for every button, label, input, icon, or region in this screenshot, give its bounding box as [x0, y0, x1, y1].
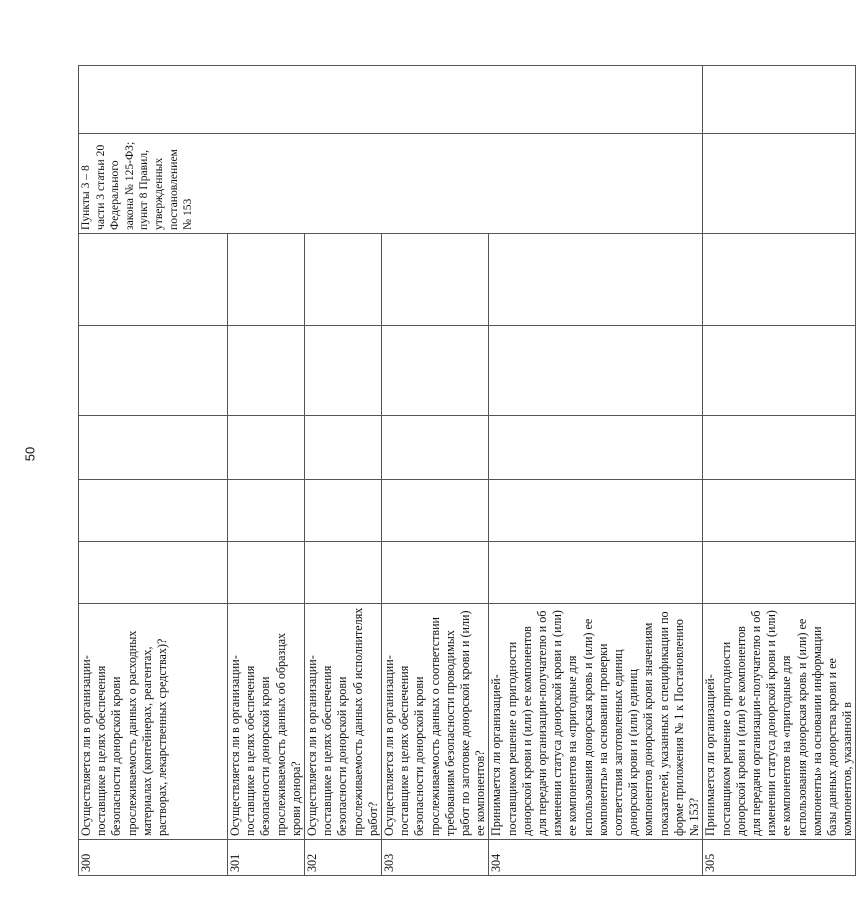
row-number: 302 — [305, 840, 382, 876]
answer-cell — [382, 416, 489, 480]
answer-cell — [703, 234, 856, 326]
row-number: 305 — [703, 840, 856, 876]
answer-cell — [489, 416, 703, 480]
answer-cell — [703, 326, 856, 416]
checklist-table — [78, 65, 856, 876]
answer-cell — [489, 480, 703, 542]
answer-cell — [79, 542, 228, 604]
answer-cell — [382, 326, 489, 416]
answer-cell — [305, 234, 382, 326]
row-question: Осуществляется ли в организации-поставщике в целях обеспечения безопасности донорской крови прослеживаемость данных об исполнителях работ? — [305, 604, 382, 840]
answer-cell — [228, 416, 305, 480]
answer-cell — [382, 542, 489, 604]
answer-cell — [305, 416, 382, 480]
row-number: 300 — [79, 840, 228, 876]
row-number: 303 — [382, 840, 489, 876]
notes-cell — [703, 66, 856, 134]
answer-cell — [703, 542, 856, 604]
answer-cell — [489, 542, 703, 604]
answer-cell — [79, 416, 228, 480]
answer-cell — [489, 234, 703, 326]
row-question: Осуществляется ли в организации-поставщике в целях обеспечения безопасности донорской крови прослеживаемость данных о соответствии требованиям безопасности проводимых работ по заготовке донорской крови и (или) ее компонентов? — [382, 604, 489, 840]
answer-cell — [305, 542, 382, 604]
answer-cell — [79, 326, 228, 416]
answer-cell — [228, 326, 305, 416]
row-number: 301 — [228, 840, 305, 876]
row-question: Принимается ли организацией-поставщиком решение о пригодности донорской крови и (или) ее компонентов для передачи организации-получателю и об изменении статуса донорской крови и (или) ее компонентов на «пригодные для использования донорская кровь и (или) ее компоненты» на основании проверки соответствия заготовленных единиц донорской крови и (или) единиц компонентов донорской крови значениям показателей, указанных в спецификации по форме приложения № 1 к Постановлению № 153? — [489, 604, 703, 840]
row-number: 304 — [489, 840, 703, 876]
table-row — [703, 66, 856, 876]
answer-cell — [305, 326, 382, 416]
row-question: Осуществляется ли в организации-поставщике в целях обеспечения безопасности донорской крови прослеживаемость данных об образцах крови донора? — [228, 604, 305, 840]
answer-cell — [228, 542, 305, 604]
table-row — [79, 66, 228, 876]
row-question: Принимается ли организацией-поставщиком решение о пригодности донорской крови и (или) ее компонентов для передачи организации-получателю и об изменении статуса донорской крови и (или) ее компонентов на «пригодные для использования донорская кровь и (или) ее компоненты» на основании информации базы данных донорства крови и ее компонентов, указанной в — [703, 604, 856, 840]
rotated-page-content — [78, 66, 855, 876]
answer-cell — [382, 234, 489, 326]
row-reference: Пункты 3 – 8 части 3 статьи 20 Федерального закона № 125-ФЗ; пункт 8 Правил, утвержденных постановлением № 153 — [79, 134, 703, 234]
notes-cell — [79, 66, 703, 134]
answer-cell — [703, 416, 856, 480]
row-question: Осуществляется ли в организации-поставщике в целях обеспечения безопасности донорской крови прослеживаемость данных о расходных материалах (контейнерах, реагентах, растворах, лекарственных средствах)? — [79, 604, 228, 840]
answer-cell — [305, 480, 382, 542]
answer-cell — [489, 326, 703, 416]
answer-cell — [382, 480, 489, 542]
answer-cell — [79, 234, 228, 326]
answer-cell — [703, 480, 856, 542]
page-number: 50 — [22, 446, 38, 462]
answer-cell — [228, 234, 305, 326]
answer-cell — [79, 480, 228, 542]
row-reference — [703, 134, 856, 234]
answer-cell — [228, 480, 305, 542]
